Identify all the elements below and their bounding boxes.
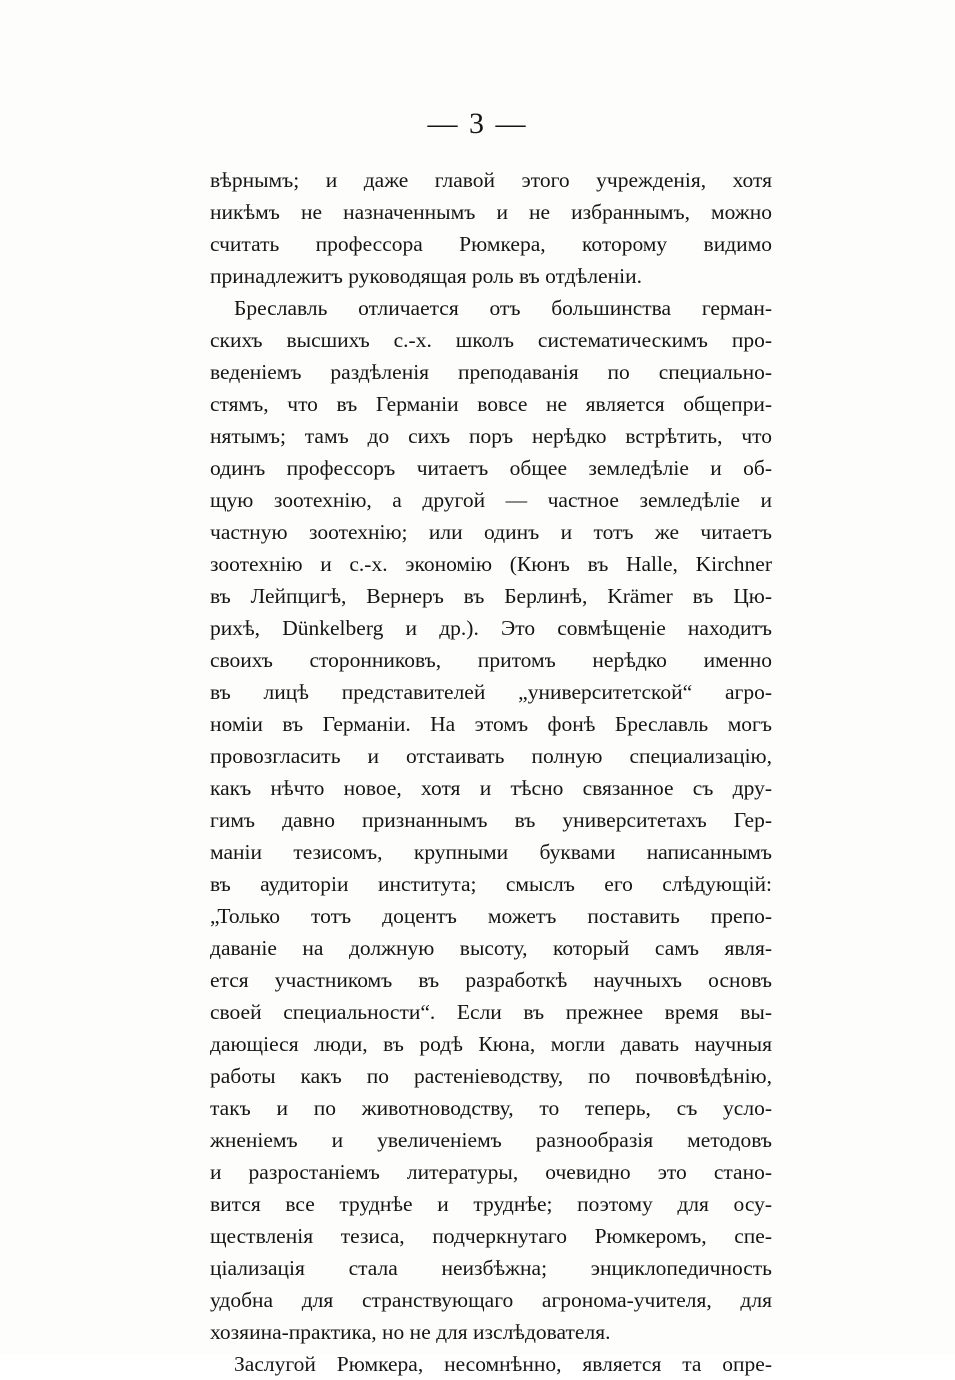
text-line: своихъ сторонниковъ, притомъ нерѣдко именно [210, 648, 772, 672]
body-text [210, 164, 772, 1380]
text-line: нятымъ; тамъ до сихъ поръ нерѣдко встрѣтить, что [210, 424, 772, 448]
paragraph-first-line: Заслугой Рюмкера, несомнѣнно, является та опре- [234, 1352, 772, 1376]
text-line: даваніе на должную высоту, который самъ явля- [210, 936, 772, 960]
text-line: рихѣ, Dünkelberg и др.). Это совмѣщеніе находитъ [210, 616, 772, 640]
text-line: гимъ давно признаннымъ въ университетахъ Гер- [210, 808, 772, 832]
text-line: работы какъ по растеніеводству, по почвовѣдѣнію, [210, 1064, 772, 1088]
text-line: ется участникомъ въ разработкѣ научныхъ основъ [210, 968, 772, 992]
text-line: одинъ профессоръ читаетъ общее земледѣліе и об- [210, 456, 772, 480]
text-line: „Только тотъ доцентъ можетъ поставить препо- [210, 904, 772, 928]
text-line: и разростаніемъ литературы, очевидно это стано- [210, 1160, 772, 1184]
text-line: частную зоотехнію; или одинъ и тотъ же читаетъ [210, 520, 772, 544]
paragraph-first-line: Бреславль отличается отъ большинства герман- [234, 296, 772, 320]
text-line: такъ и по животноводству, то теперь, съ усло- [210, 1096, 772, 1120]
text-line: вѣрнымъ; и даже главой этого учрежденія, хотя [210, 168, 772, 192]
text-line: щую зоотехнію, а другой — частное земледѣліе и [210, 488, 772, 512]
text-line: стямъ, что въ Германіи вовсе не является общепри- [210, 392, 772, 416]
text-line: въ Лейпцигѣ, Вернеръ въ Берлинѣ, Krämer въ Цю- [210, 584, 772, 608]
text-line: дающіеся люди, въ родѣ Кюна, могли давать научныя [210, 1032, 772, 1056]
text-line: удобна для странствующаго агронома-учителя, для [210, 1288, 772, 1312]
text-line: номіи въ Германіи. На этомъ фонѣ Бреславль могъ [210, 712, 772, 736]
text-line: въ аудиторіи института; смыслъ его слѣдующій: [210, 872, 772, 896]
text-line: веденіемъ раздѣленія преподаванія по специально- [210, 360, 772, 384]
text-line: ществленія тезиса, подчеркнутаго Рюмкеромъ, спе- [210, 1224, 772, 1248]
text-line: своей специальности“. Если въ прежнее время вы- [210, 1000, 772, 1024]
text-line: хозяина-практика, но не для изслѣдователя. [210, 1320, 611, 1344]
page-number: — 3 — [427, 107, 528, 140]
text-line: вится все труднѣе и труднѣе; поэтому для осу- [210, 1192, 772, 1216]
text-line: никѣмъ не назначеннымъ и не избраннымъ, можно [210, 200, 772, 224]
text-line: въ лицѣ представителей „университетской“ агро- [210, 680, 772, 704]
text-line: зоотехнію и с.-х. экономію (Кюнъ въ Halle, Kirchner [210, 552, 772, 576]
text-line: маніи тезисомъ, крупными буквами написаннымъ [210, 840, 772, 864]
text-line: считать профессора Рюмкера, которому видимо [210, 232, 772, 256]
text-line: какъ нѣчто новое, хотя и тѣсно связанное съ дру- [210, 776, 772, 800]
text-line: жненіемъ и увеличеніемъ разнообразія методовъ [210, 1128, 772, 1152]
text-line: ціализація стала неизбѣжна; энциклопедичность [210, 1256, 772, 1280]
text-line: принадлежитъ руководящая роль въ отдѣленіи. [210, 264, 642, 288]
text-line: скихъ высшихъ с.-х. школъ систематическимъ про- [210, 328, 772, 352]
text-line: провозгласить и отстаивать полную специализацію, [210, 744, 772, 768]
